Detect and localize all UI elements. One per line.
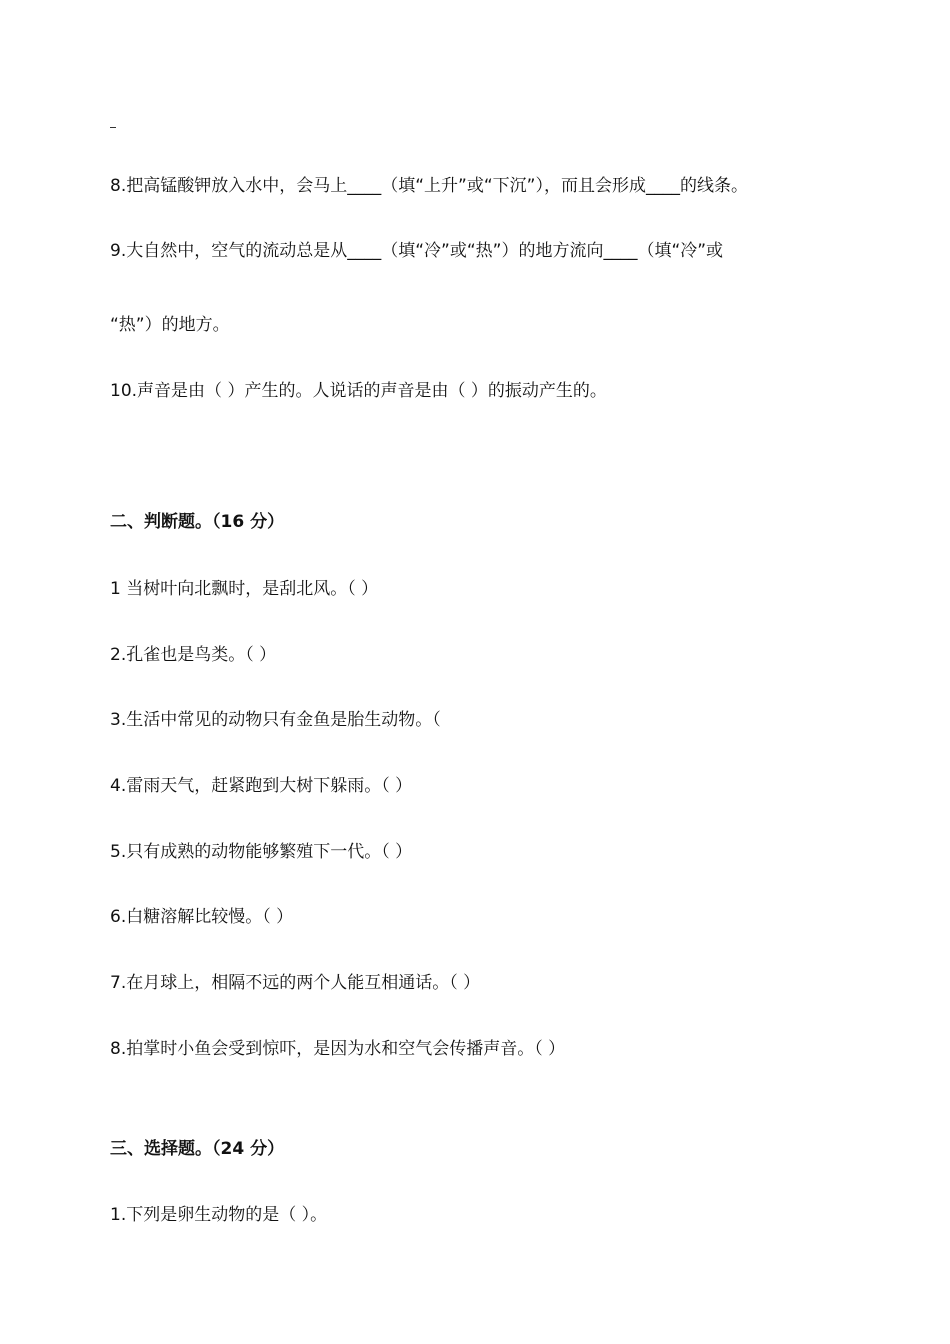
true-false-item-5: 5.只有成熟的动物能够繁殖下一代。（ ） [110, 842, 413, 862]
true-false-item-1: 1 当树叶向北飘时，是刮北风。（ ） [110, 579, 379, 599]
fill-blank-question-10: 10.声音是由（ ）产生的。人说话的声音是由（ ）的振动产生的。 [110, 381, 607, 401]
section-heading-multiple-choice: 三、选择题。（24 分） [110, 1139, 285, 1159]
top-dash-mark [110, 127, 116, 128]
fill-blank-question-9-line-1: 9.大自然中，空气的流动总是从____（填“冷”或“热”）的地方流向____（填“冷”或 [110, 241, 724, 261]
true-false-item-7: 7.在月球上，相隔不远的两个人能互相通话。（ ） [110, 973, 481, 993]
section-heading-true-false: 二、判断题。（16 分） [110, 512, 285, 532]
fill-blank-question-9-line-2: “热”）的地方。 [110, 315, 230, 335]
fill-blank-question-8: 8.把高锰酸钾放入水中，会马上____（填“上升”或“下沉”），而且会形成____的线条。 [110, 176, 748, 196]
multiple-choice-item-1: 1.下列是卵生动物的是（ ）。 [110, 1205, 328, 1225]
true-false-item-2: 2.孔雀也是鸟类。（ ） [110, 645, 277, 665]
true-false-item-3: 3.生活中常见的动物只有金鱼是胎生动物。（ [110, 710, 441, 730]
true-false-item-8: 8.拍掌时小鱼会受到惊吓，是因为水和空气会传播声音。（ ） [110, 1039, 566, 1059]
true-false-item-6: 6.白糖溶解比较慢。（ ） [110, 907, 294, 927]
true-false-item-4: 4.雷雨天气，赶紧跑到大树下躲雨。（ ） [110, 776, 413, 796]
